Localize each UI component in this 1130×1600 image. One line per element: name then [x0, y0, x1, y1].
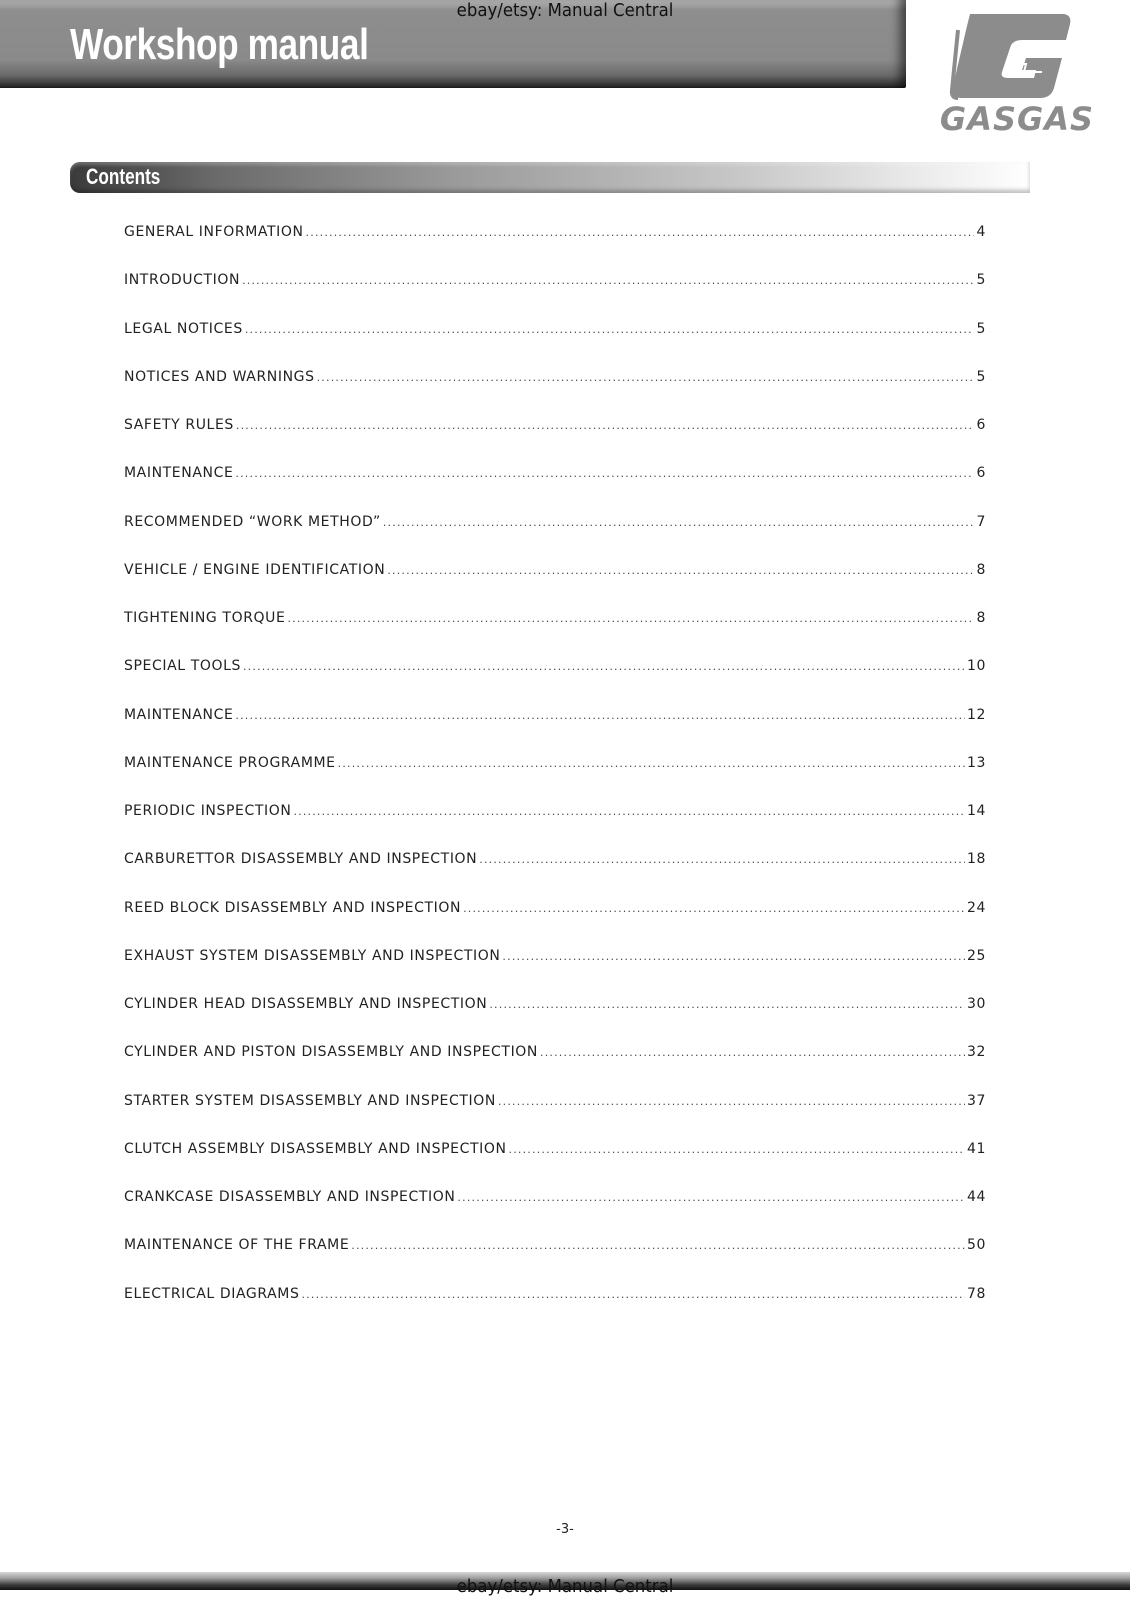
toc-entry[interactable]: [124, 851, 986, 899]
toc-entry-title[interactable]: MAINTENANCE: [124, 465, 234, 482]
toc-entry[interactable]: [124, 1286, 986, 1334]
toc-entry[interactable]: [124, 1093, 986, 1141]
toc-entry-page[interactable]: 8: [976, 610, 986, 626]
toc-entry-page[interactable]: 32: [966, 1044, 986, 1061]
toc-entry-page[interactable]: 5: [976, 368, 986, 385]
contents-heading-bar: [70, 162, 1030, 193]
toc-dot-leader: [287, 612, 974, 625]
toc-entry-title[interactable]: MAINTENANCE: [124, 706, 234, 723]
toc-dot-leader: [243, 660, 965, 673]
toc-entry-page[interactable]: 5: [976, 320, 986, 337]
table-of-contents: [124, 224, 986, 1334]
toc-entry-title[interactable]: GENERAL INFORMATION: [124, 224, 304, 240]
toc-entry-page[interactable]: 18: [966, 851, 986, 868]
toc-entry-page[interactable]: 41: [966, 1140, 986, 1157]
toc-entry-title[interactable]: RECOMMENDED “WORK METHOD”: [124, 513, 381, 530]
toc-dot-leader: [301, 1288, 965, 1301]
toc-entry-page[interactable]: 7: [976, 513, 986, 530]
toc-dot-leader: [383, 516, 975, 529]
toc-entry-title[interactable]: NOTICES AND WARNINGS: [124, 368, 315, 385]
gasgas-g-logo-icon: [922, 6, 1112, 132]
toc-entry[interactable]: [124, 658, 986, 706]
toc-entry-title[interactable]: INTRODUCTION: [124, 272, 241, 289]
toc-entry-page[interactable]: 13: [966, 754, 986, 771]
toc-dot-leader: [245, 323, 975, 336]
toc-entry[interactable]: [124, 1141, 986, 1189]
page-number: -3-: [556, 1522, 574, 1537]
toc-entry-title[interactable]: PERIODIC INSPECTION: [124, 803, 292, 819]
watermark-bottom: ebay/etsy: Manual Central: [456, 1576, 674, 1597]
toc-dot-leader: [235, 467, 974, 480]
toc-entry[interactable]: [124, 948, 986, 996]
contents-heading: Contents: [86, 164, 161, 189]
toc-entry-page[interactable]: 50: [966, 1237, 986, 1254]
toc-entry-page[interactable]: 25: [966, 947, 986, 964]
toc-entry-page[interactable]: 78: [966, 1285, 986, 1302]
toc-entry[interactable]: [124, 1189, 986, 1237]
toc-dot-leader: [317, 371, 975, 384]
toc-entry-page[interactable]: 8: [976, 561, 986, 578]
toc-dot-leader: [235, 709, 965, 722]
toc-entry[interactable]: [124, 803, 986, 851]
toc-dot-leader: [236, 419, 975, 432]
toc-dot-leader: [498, 1095, 965, 1108]
toc-dot-leader: [306, 226, 975, 239]
toc-entry-title[interactable]: ELECTRICAL DIAGRAMS: [124, 1285, 300, 1302]
toc-entry[interactable]: [124, 707, 986, 755]
toc-entry[interactable]: [124, 514, 986, 562]
toc-entry-title[interactable]: CYLINDER HEAD DISASSEMBLY AND INSPECTION: [124, 996, 488, 1012]
toc-entry-title[interactable]: STARTER SYSTEM DISASSEMBLY AND INSPECTION: [124, 1092, 496, 1109]
toc-dot-leader: [502, 950, 965, 963]
toc-dot-leader: [540, 1046, 965, 1059]
gasgas-wordmark: GASGAS: [939, 100, 1095, 132]
toc-entry-title[interactable]: MAINTENANCE PROGRAMME: [124, 754, 336, 771]
toc-entry-title[interactable]: LEGAL NOTICES: [124, 320, 243, 337]
toc-entry-title[interactable]: MAINTENANCE OF THE FRAME: [124, 1237, 350, 1254]
toc-entry-page[interactable]: 6: [976, 417, 986, 433]
toc-entry-page[interactable]: 12: [966, 706, 986, 723]
toc-entry-title[interactable]: REED BLOCK DISASSEMBLY AND INSPECTION: [124, 899, 462, 916]
toc-entry-title[interactable]: CYLINDER AND PISTON DISASSEMBLY AND INSPECTION: [124, 1044, 539, 1061]
toc-entry-page[interactable]: 37: [966, 1092, 986, 1109]
toc-entry-title[interactable]: SPECIAL TOOLS: [124, 658, 241, 675]
toc-entry[interactable]: [124, 465, 986, 513]
toc-entry[interactable]: [124, 1237, 986, 1285]
toc-entry-page[interactable]: 6: [976, 465, 986, 482]
toc-dot-leader: [242, 274, 974, 287]
toc-dot-leader: [351, 1239, 965, 1252]
toc-dot-leader: [338, 757, 965, 770]
toc-entry-page[interactable]: 30: [966, 996, 986, 1012]
toc-entry[interactable]: [124, 321, 986, 369]
toc-entry-title[interactable]: TIGHTENING TORQUE: [124, 610, 286, 626]
document-title: Workshop manual: [70, 20, 369, 69]
toc-entry-title[interactable]: VEHICLE / ENGINE IDENTIFICATION: [124, 561, 386, 578]
toc-entry[interactable]: [124, 272, 986, 320]
gasgas-logo: [922, 6, 1112, 132]
toc-dot-leader: [489, 998, 965, 1011]
toc-entry-title[interactable]: CLUTCH ASSEMBLY DISASSEMBLY AND INSPECTION: [124, 1140, 507, 1157]
toc-entry-title[interactable]: CARBURETTOR DISASSEMBLY AND INSPECTION: [124, 851, 478, 868]
toc-entry[interactable]: [124, 1044, 986, 1092]
toc-entry[interactable]: [124, 417, 986, 465]
toc-entry-page[interactable]: 10: [966, 658, 986, 675]
toc-dot-leader: [387, 564, 974, 577]
toc-dot-leader: [509, 1143, 965, 1156]
toc-entry[interactable]: [124, 369, 986, 417]
toc-entry-page[interactable]: 4: [976, 224, 986, 240]
toc-dot-leader: [457, 1191, 965, 1204]
toc-entry[interactable]: [124, 562, 986, 610]
toc-entry[interactable]: [124, 996, 986, 1044]
toc-entry-title[interactable]: SAFETY RULES: [124, 417, 234, 433]
toc-entry[interactable]: [124, 755, 986, 803]
toc-entry-page[interactable]: 24: [966, 899, 986, 916]
toc-entry[interactable]: [124, 900, 986, 948]
toc-dot-leader: [293, 805, 965, 818]
toc-entry-page[interactable]: 5: [976, 272, 986, 289]
toc-entry[interactable]: [124, 224, 986, 272]
toc-entry-page[interactable]: 44: [966, 1189, 986, 1205]
toc-entry[interactable]: [124, 610, 986, 658]
toc-entry-title[interactable]: CRANKCASE DISASSEMBLY AND INSPECTION: [124, 1189, 456, 1205]
toc-entry-title[interactable]: EXHAUST SYSTEM DISASSEMBLY AND INSPECTION: [124, 947, 501, 964]
watermark-top: ebay/etsy: Manual Central: [456, 0, 674, 21]
toc-dot-leader: [463, 902, 965, 915]
toc-dot-leader: [479, 853, 965, 866]
toc-entry-page[interactable]: 14: [966, 803, 986, 819]
